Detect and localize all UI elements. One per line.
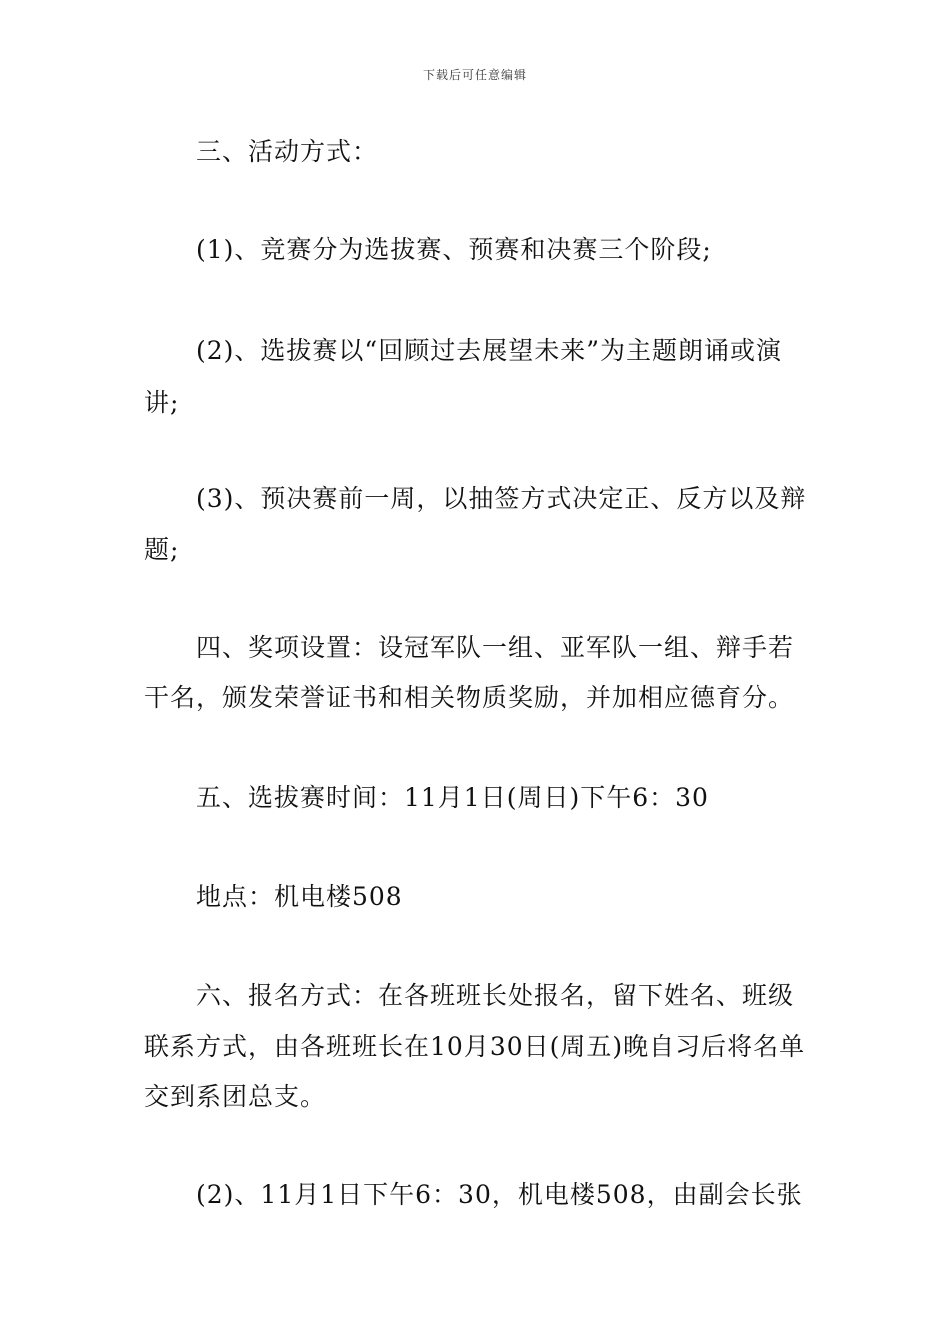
section-4-line: 四、奖项设置：设冠军队一组、亚军队一组、辩手若	[196, 633, 795, 662]
paragraph-line: (1)、竞赛分为选拔赛、预赛和决赛三个阶段;	[196, 235, 712, 264]
paragraph-line: (2)、选拔赛以“回顾过去展望未来”为主题朗诵或演	[196, 336, 782, 365]
section-3-heading: 三、活动方式：	[196, 137, 379, 166]
paragraph-line: (2)、11月1日下午6：30，机电楼508，由副会长张	[196, 1180, 803, 1209]
section-5-line: 五、选拔赛时间：11月1日(周日)下午6：30	[196, 783, 709, 812]
page-header: 下载后可任意编辑	[422, 68, 527, 82]
location-line: 地点：机电楼508	[196, 882, 403, 911]
paragraph-line: (3)、预决赛前一周，以抽签方式决定正、反方以及辩	[196, 484, 807, 513]
paragraph-line: 干名，颁发荣誉证书和相关物质奖励，并加相应德育分。	[144, 683, 795, 712]
paragraph-line: 联系方式，由各班班长在10月30日(周五)晚自习后将名单	[144, 1032, 806, 1061]
paragraph-line: 交到系团总支。	[144, 1082, 327, 1111]
paragraph-line: 讲;	[144, 388, 180, 417]
section-6-line: 六、报名方式：在各班班长处报名，留下姓名、班级	[196, 981, 795, 1010]
paragraph-line: 题;	[144, 535, 180, 564]
